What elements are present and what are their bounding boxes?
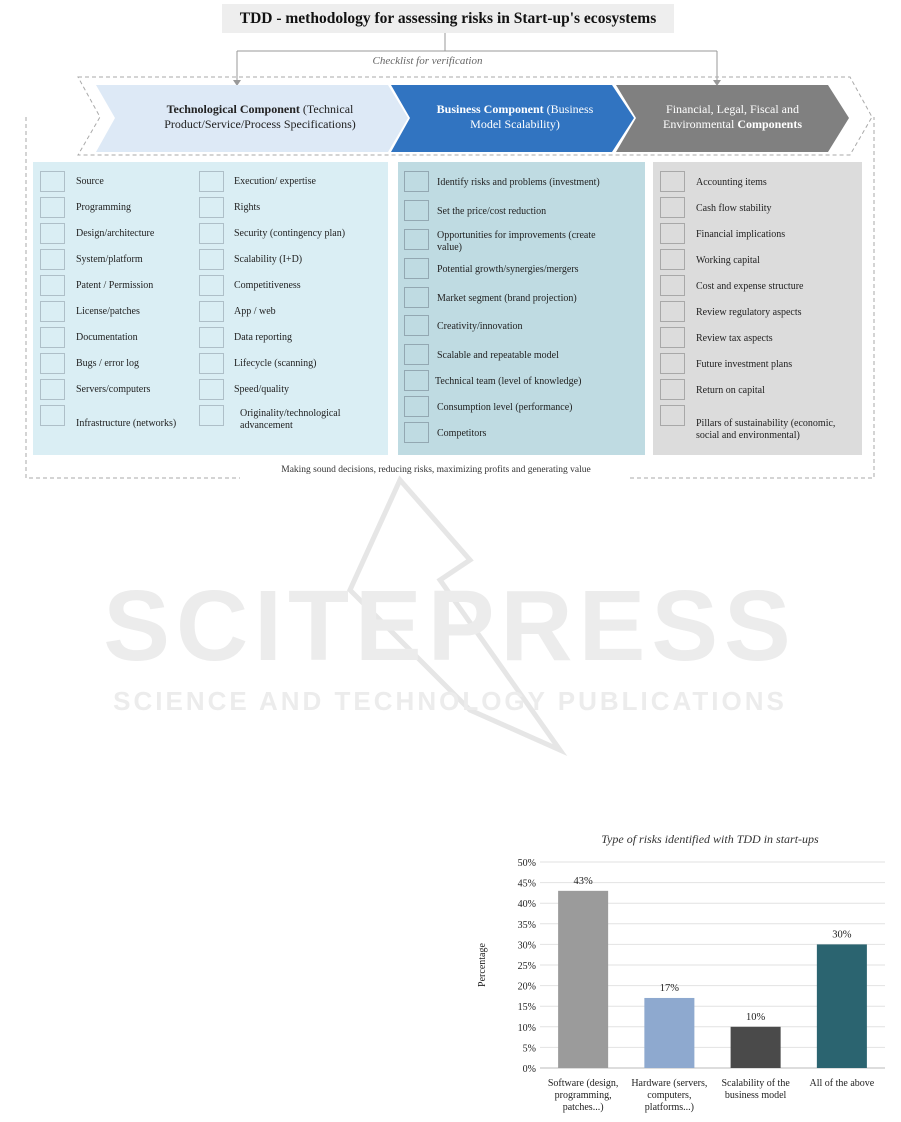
financial-item: Cost and expense structure [696,281,804,292]
checkbox[interactable] [404,258,429,279]
checkbox[interactable] [660,379,685,400]
tech-item: Speed/quality [234,384,289,395]
x-tick-label: All of the above [809,1078,875,1089]
bar [558,891,608,1068]
bar [731,1027,781,1068]
checkbox[interactable] [199,327,224,348]
data-label: 43% [573,875,593,887]
business-item: Creativity/innovation [437,321,523,332]
y-tick-label: 30% [517,940,536,952]
bottom-note: Making sound decisions, reducing risks, maximizing profits and generating value [281,465,591,475]
business-item: Scalable and repeatable model [437,350,559,361]
checklist-label: Checklist for verification [372,55,483,67]
tech-item: Patent / Permission [76,280,154,291]
tech-item: Lifecycle (scanning) [234,358,317,369]
tech-item: System/platform [76,254,143,265]
tech-item: Originality/technological advancement [240,408,341,431]
tech-item: License/patches [76,306,140,317]
x-tick-label: business model [724,1090,787,1101]
checkbox[interactable] [660,249,685,270]
financial-component-desc: Financial, Legal, Fiscal and Environmental [662,102,799,131]
business-item: Competitors [437,428,487,439]
checkbox[interactable] [40,249,65,270]
tech-item: Security (contingency plan) [234,228,346,239]
checkbox[interactable] [199,301,224,322]
x-tick-label: Hardware (servers, [631,1078,708,1089]
financial-component-bold: Components [737,117,802,131]
checkbox[interactable] [40,223,65,244]
checkbox[interactable] [40,405,65,426]
tech-component-desc: (Technical Product/Service/Process Specifications) [164,102,356,131]
business-item: Identify risks and problems (investment) [437,177,600,188]
y-tick-label: 15% [517,1002,536,1014]
financial-item: Review regulatory aspects [696,307,802,318]
tech-item: Competitiveness [234,280,301,291]
tech-item: Programming [76,202,131,213]
y-tick-label: 45% [517,878,536,890]
bar [644,998,694,1068]
business-item: Opportunities for improvements (create value) [437,230,596,253]
checkbox[interactable] [660,275,685,296]
data-label: 17% [659,982,679,994]
tech-item: Design/architecture [76,228,155,239]
financial-item: Review tax aspects [696,333,773,344]
checkbox[interactable] [404,344,429,365]
checkbox[interactable] [404,200,429,221]
checkbox[interactable] [660,197,685,218]
chart-title: Type of risks identified with TDD in start-ups [601,832,819,846]
checkbox[interactable] [199,275,224,296]
financial-item: Accounting items [696,177,767,188]
checkbox[interactable] [660,301,685,322]
financial-item: Pillars of sustainability (economic, social and environmental) [696,418,836,441]
bar [817,944,867,1068]
y-tick-label: 40% [517,899,536,911]
tech-item: App / web [234,306,276,317]
tech-component-bold: Technological Component [166,102,300,116]
tech-component-heading [140,102,380,132]
checkbox[interactable] [660,171,685,192]
checkbox[interactable] [404,171,429,192]
tech-item: Rights [234,202,261,213]
business-item: Set the price/cost reduction [437,206,547,217]
checkbox[interactable] [40,327,65,348]
financial-item: Financial implications [696,229,786,240]
checkbox[interactable] [40,353,65,374]
y-tick-label: 0% [522,1064,536,1075]
business-component-bold: Business Component [436,102,544,116]
bar-chart [470,850,900,1122]
tech-item: Infrastructure (networks) [76,418,177,429]
x-tick-label: programming, [554,1090,612,1101]
checkbox[interactable] [40,171,65,192]
business-item: Technical team (level of knowledge) [435,376,582,387]
checkbox[interactable] [199,249,224,270]
y-tick-label: 20% [517,981,536,993]
tech-item: Bugs / error log [76,358,140,369]
checkbox[interactable] [40,275,65,296]
business-component-desc: (Business Model Scalability) [470,102,594,131]
tech-item: Execution/ expertise [234,176,316,187]
checkbox[interactable] [404,370,429,391]
checkbox[interactable] [404,315,429,336]
financial-component-heading [645,102,820,132]
tech-item: Servers/computers [76,384,151,395]
checkbox[interactable] [404,396,429,417]
checkbox[interactable] [660,223,685,244]
y-tick-label: 10% [517,1022,536,1034]
y-tick-label: 50% [517,858,536,869]
data-label: 10% [746,1011,766,1023]
tech-item: Scalability (I+D) [234,254,303,265]
checkbox[interactable] [199,171,224,192]
data-label: 30% [832,929,852,941]
x-tick-label: Scalability of the [721,1078,790,1089]
financial-item: Working capital [696,255,760,266]
financial-item: Future investment plans [696,359,793,370]
tech-item: Source [76,176,104,187]
x-tick-label: platforms...) [644,1102,694,1113]
watermark-tagline: SCIENCE AND TECHNOLOGY PUBLICATIONS [113,686,787,716]
checkbox[interactable] [660,327,685,348]
y-axis-label: Percentage [477,943,488,987]
business-item: Consumption level (performance) [437,402,573,413]
financial-item: Cash flow stability [696,203,772,214]
y-tick-label: 5% [522,1043,536,1055]
checkbox[interactable] [404,422,429,443]
tech-item: Documentation [76,332,138,343]
y-tick-label: 35% [517,919,536,931]
x-tick-label: Software (design, [547,1078,619,1089]
watermark-word: SCITEPRESS [103,570,797,682]
tech-item: Data reporting [234,332,293,343]
x-tick-label: patches...) [562,1102,604,1113]
checkbox[interactable] [404,287,429,308]
x-tick-label: computers, [647,1090,692,1101]
publisher-watermark [0,470,901,770]
business-item: Market segment (brand projection) [437,293,577,304]
checkbox[interactable] [660,405,685,426]
checkbox[interactable] [40,301,65,322]
checkbox[interactable] [404,229,429,250]
financial-item: Return on capital [696,385,765,396]
diagram-title: TDD - methodology for assessing risks in Start-up's ecosystems [222,4,674,33]
checkbox[interactable] [40,379,65,400]
checkbox[interactable] [199,353,224,374]
checkbox[interactable] [660,353,685,374]
business-component-heading [420,102,610,132]
business-item: Potential growth/synergies/mergers [437,264,579,275]
checkbox[interactable] [199,197,224,218]
checkbox[interactable] [40,197,65,218]
checkbox[interactable] [199,405,224,426]
checkbox[interactable] [199,223,224,244]
y-tick-label: 25% [517,961,536,972]
checkbox[interactable] [199,379,224,400]
